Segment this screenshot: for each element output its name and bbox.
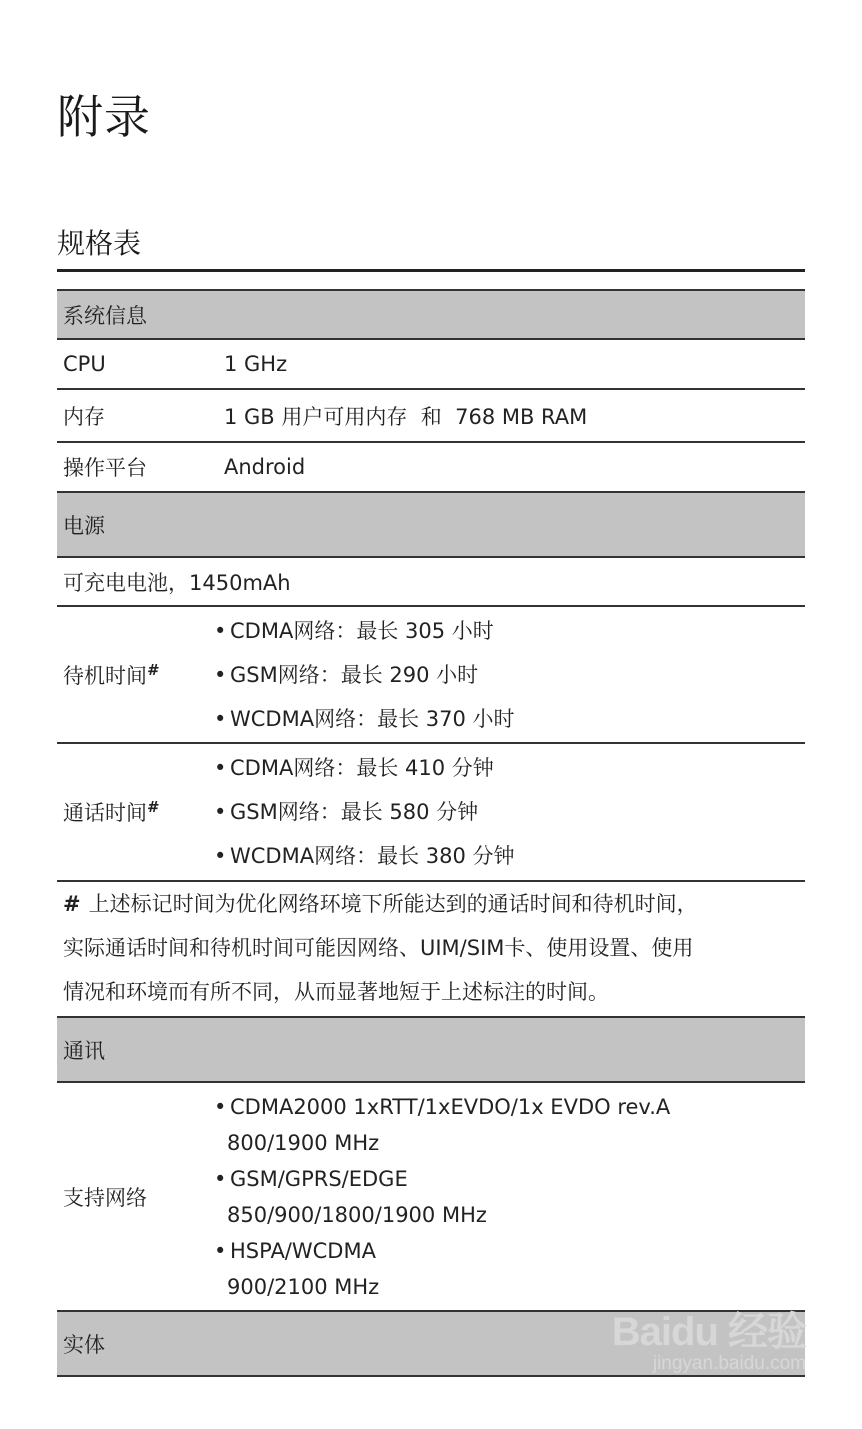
section-header-comm	[57, 1018, 805, 1083]
spec-row-cpu	[57, 340, 805, 390]
footnote-text	[57, 882, 805, 1014]
spec-row-battery	[57, 558, 805, 607]
spec-row-os	[57, 443, 805, 493]
spec-row-talk	[57, 744, 805, 882]
spec-value: 1 GHz	[224, 352, 288, 376]
baidu-watermark	[612, 1300, 806, 1375]
list-item: • CDMA网络：最长 305 小时	[214, 609, 805, 653]
list-item: • CDMA2000 1xRTT/1xEVDO/1x EVDO rev.A 800/1900 MHz	[214, 1089, 805, 1161]
footnote-block	[57, 882, 805, 1018]
section-header-system	[57, 291, 805, 340]
spec-row-network	[57, 1083, 805, 1312]
spec-row-standby	[57, 607, 805, 744]
talk-list	[214, 746, 805, 878]
note-line: 实际通话时间和待机时间可能因网络、UIM/SIM卡、使用设置、使用	[63, 936, 694, 960]
note-line: 情况和环境而有所不同，从而显著地短于上述标注的时间。	[63, 980, 609, 1004]
section-header-label: 通讯	[63, 1038, 105, 1063]
footnote-mark: #	[147, 660, 158, 679]
spec-label: 操作平台	[63, 456, 147, 480]
spec-full-text: 可充电电池，1450mAh	[63, 570, 291, 595]
standby-list	[214, 609, 805, 741]
spec-value: Android	[224, 455, 306, 479]
list-item: • GSM/GPRS/EDGE 850/900/1800/1900 MHz	[214, 1161, 805, 1233]
watermark-url: jingyan.baidu.com	[652, 1353, 806, 1374]
list-item: • GSM网络：最长 580 分钟	[214, 790, 805, 834]
spec-row-memory	[57, 390, 805, 443]
title-rule	[57, 269, 805, 272]
spec-table	[57, 289, 805, 1377]
watermark-logo: Baidu 经验	[611, 1310, 806, 1354]
footnote-mark: #	[147, 798, 158, 816]
spec-label: 通话时间#	[63, 798, 158, 825]
spec-value: 1 GB 用户可用内存 和 768 MB RAM	[224, 404, 588, 429]
network-list	[214, 1089, 805, 1305]
section-header-label: 系统信息	[63, 303, 147, 328]
section-title: 规格表	[57, 227, 142, 260]
spec-label: 待机时间#	[63, 660, 158, 688]
section-header-power	[57, 493, 805, 558]
section-header-label: 实体	[63, 1332, 105, 1357]
spec-label: 支持网络	[63, 1185, 147, 1210]
list-item: • WCDMA网络：最长 370 小时	[214, 697, 805, 741]
note-line: 上述标记时间为优化网络环境下所能达到的通话时间和待机时间，	[88, 892, 698, 916]
spec-label: CPU	[63, 352, 106, 376]
list-item: • HSPA/WCDMA 900/2100 MHz	[214, 1233, 805, 1305]
section-header-label: 电源	[63, 513, 105, 538]
footnote-mark: #	[63, 892, 81, 916]
list-item: • GSM网络：最长 290 小时	[214, 653, 805, 697]
spec-label: 内存	[63, 404, 105, 429]
list-item: • CDMA网络：最长 410 分钟	[214, 746, 805, 790]
page-title: 附录	[57, 89, 151, 144]
list-item: • WCDMA网络：最长 380 分钟	[214, 834, 805, 878]
